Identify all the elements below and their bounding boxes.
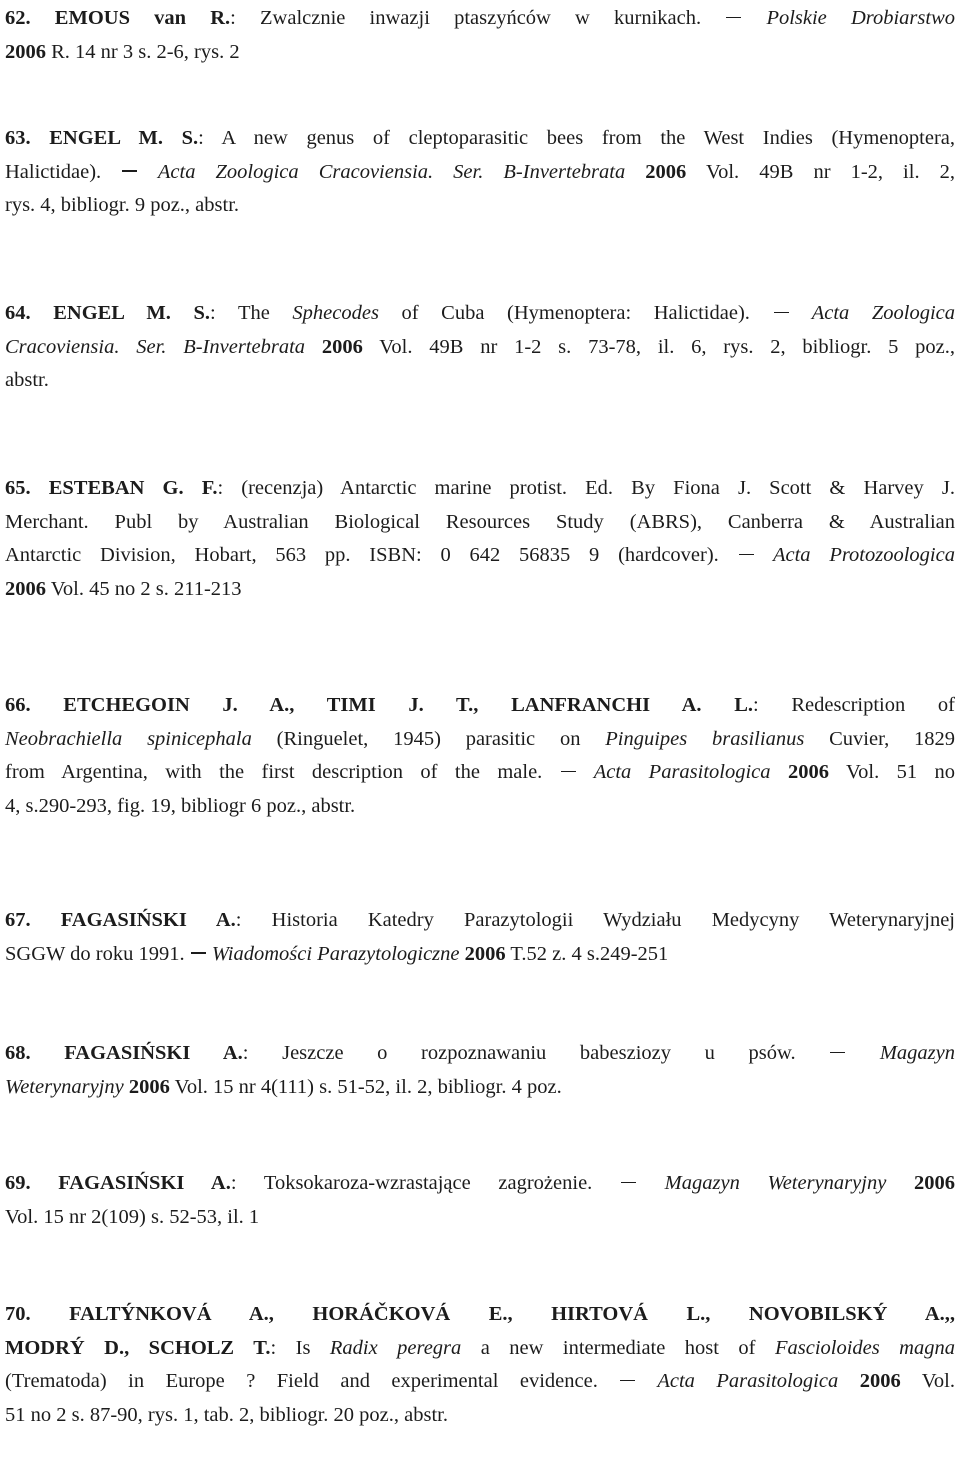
dash-separator: [726, 17, 741, 18]
entry-line: [5, 2, 955, 36]
bibliography-entry-64: [5, 297, 955, 398]
entry-line: [5, 122, 955, 156]
entry-line: [5, 723, 955, 757]
entry-italic-text: Radix peregra: [329, 1336, 462, 1359]
entry-bold-text: 63. ENGEL M. S.: [5, 127, 199, 149]
entry-text: (Trematoda) in Europe ? Field and experimental evidence.: [5, 1370, 620, 1393]
entry-line: [5, 1332, 955, 1366]
entry-line: [5, 539, 955, 573]
entry-text: from Argentina, with the first description of the male.: [5, 761, 560, 784]
entry-line: [5, 156, 955, 190]
entry-text: 51 no 2 s. 87-90, rys. 1, tab. 2, bibliogr. 20 poz., abstr.: [5, 1403, 449, 1426]
entry-text: : (recenzja) Antarctic marine protist. Ed. By Fiona J. Scott & Harvey J.: [217, 477, 955, 499]
entry-italic-text: Acta Protozoologica: [754, 544, 955, 567]
entry-italic-text: Acta Zoologica: [789, 302, 956, 324]
entry-text: Antarctic Division, Hobart, 563 pp. ISBN: 0 642 56835 9 (hardcover).: [5, 544, 738, 567]
entry-text: [771, 761, 788, 783]
entry-line: [5, 1037, 955, 1071]
entry-text: rys. 4, bibliogr. 9 poz., abstr.: [5, 194, 240, 217]
entry-italic-text: Magazyn Weterynaryjny: [636, 1172, 887, 1194]
entry-text: Halictidae).: [5, 160, 122, 183]
entry-bold-text: 2006: [645, 160, 687, 183]
entry-text: : Zwalcznie inwazji ptaszyńców w kurnikach.: [230, 7, 726, 29]
entry-text: [625, 161, 645, 183]
entry-bold-text: 2006: [5, 40, 46, 63]
entry-italic-text: Polskie Drobiarstwo: [742, 7, 955, 29]
entry-text: (Ringuelet, 1945) parasitic on: [251, 727, 606, 750]
entry-text: a new intermediate host of: [461, 1336, 775, 1359]
dash-separator: [830, 1052, 845, 1053]
entry-bold-text: 2006: [464, 942, 506, 965]
entry-bold-text: 62. EMOUS van R.: [5, 7, 231, 29]
entry-text: R. 14 nr 3 s. 2-6, rys. 2: [46, 40, 240, 63]
bibliography-entry-69: [5, 1167, 955, 1234]
entry-italic-text: Weterynaryjny: [5, 1075, 124, 1098]
bibliography-entry-67: [5, 904, 955, 971]
entry-line: [5, 331, 955, 365]
entry-text: SGGW do roku 1991.: [5, 942, 190, 965]
entry-bold-text: 2006: [321, 335, 363, 358]
entry-italic-text: Acta Zoologica Cracoviensia. Ser. B-Invertebrata: [138, 160, 626, 183]
entry-line: [5, 1399, 955, 1433]
entry-text: [305, 336, 322, 358]
entry-bold-text: 64. ENGEL M. S.: [5, 302, 211, 324]
entry-bold-text: 65. ESTEBAN G. F.: [5, 477, 218, 499]
entry-bold-text: 2006: [5, 577, 46, 600]
entry-italic-text: Wiadomości Parazytologiczne: [206, 942, 460, 965]
entry-text: : Jeszcze o rozpoznawaniu babesziozy u psów.: [242, 1042, 830, 1064]
entry-line: [5, 364, 955, 398]
entry-text: 4, s.290-293, fig. 19, bibliogr 6 poz., abstr.: [5, 794, 356, 817]
entry-text: Cuvier, 1829: [804, 727, 955, 750]
bibliography-entry-65: [5, 472, 955, 606]
entry-text: Vol. 45 no 2 s. 211-213: [46, 577, 242, 600]
entry-line: [5, 1071, 955, 1105]
entry-text: Vol. 15 nr 4(111) s. 51-52, il. 2, bibliogr. 4 poz.: [169, 1075, 562, 1098]
entry-text: [886, 1172, 914, 1194]
bibliography-entry-63: [5, 122, 955, 223]
entry-text: : The: [210, 302, 293, 324]
entry-italic-text: Magazyn: [846, 1042, 956, 1064]
entry-line: [5, 189, 955, 223]
entry-line: [5, 506, 955, 540]
entry-line: [5, 297, 955, 331]
entry-text: Vol. 15 nr 2(109) s. 52-53, il. 1: [5, 1205, 260, 1228]
entry-italic-text: Pinguipes brasilianus: [605, 727, 805, 750]
entry-line: [5, 756, 955, 790]
entry-italic-text: Fascioloides magna: [774, 1336, 955, 1359]
entry-bold-text: 2006: [787, 761, 829, 784]
dash-separator: [620, 1380, 635, 1381]
dash-separator: [621, 1182, 636, 1183]
entry-bold-text: MODRÝ D., SCHOLZ T.: [5, 1336, 271, 1359]
entry-text: : Toksokaroza-wzrastające zagrożenie.: [230, 1172, 620, 1194]
entry-bold-text: 67. FAGASIŃSKI A.: [5, 909, 236, 931]
entry-bold-text: 2006: [128, 1075, 170, 1098]
dash-separator: [774, 312, 789, 313]
bibliography-entry-68: [5, 1037, 955, 1104]
bibliography-entry-70: [5, 1298, 955, 1432]
entry-text: T.52 z. 4 s.249-251: [505, 942, 669, 965]
entry-line: [5, 1167, 955, 1201]
bibliography-entry-62: [5, 2, 955, 69]
entry-text: Vol. 51 no: [828, 761, 955, 784]
dash-separator: [122, 170, 137, 171]
entry-line: [5, 573, 955, 607]
entry-line: [5, 1365, 955, 1399]
entry-text: : A new genus of cleptoparasitic bees from the West Indies (Hymenoptera,: [198, 127, 956, 149]
entry-text: of Cuba (Hymenoptera: Halictidae).: [378, 302, 773, 324]
entry-text: Vol. 49B nr 1-2 s. 73-78, il. 6, rys. 2, bibliogr. 5 poz.,: [362, 335, 955, 358]
entry-line: [5, 36, 955, 70]
dash-separator: [191, 952, 206, 953]
entry-bold-text: 2006: [859, 1370, 901, 1393]
entry-line: [5, 1298, 955, 1332]
entry-text: Vol.: [900, 1370, 955, 1393]
entry-italic-text: Neobrachiella spinicephala: [5, 727, 252, 750]
entry-text: Merchant. Publ by Australian Biological Resources Study (ABRS), Canberra & Australian: [5, 510, 955, 533]
entry-line: [5, 472, 955, 506]
entry-text: Vol. 49B nr 1-2, il. 2,: [686, 160, 955, 183]
entry-bold-text: 68. FAGASIŃSKI A.: [5, 1042, 243, 1064]
entry-line: [5, 904, 955, 938]
bibliography-entry-66: [5, 689, 955, 823]
entry-italic-text: Acta Parasitologica: [576, 761, 771, 784]
entry-text: : Is: [270, 1336, 330, 1359]
entry-text: : Historia Katedry Parazytologii Wydziału Medycyny Weterynaryjnej: [235, 909, 955, 931]
entry-text: abstr.: [5, 369, 49, 392]
entry-bold-text: 70. FALTÝNKOVÁ A., HORÁČKOVÁ E., HIRTOVÁ L., NOVOBILSKÝ A.,,: [5, 1303, 955, 1325]
entry-bold-text: 66. ETCHEGOIN J. A., TIMI J. T., LANFRANCHI A. L.: [5, 694, 753, 716]
entry-bold-text: 2006: [913, 1172, 955, 1194]
entry-line: [5, 938, 955, 972]
entry-line: [5, 689, 955, 723]
entry-line: [5, 790, 955, 824]
entry-line: [5, 1201, 955, 1235]
entry-italic-text: Sphecodes: [292, 302, 379, 324]
dash-separator: [739, 554, 754, 555]
entry-text: : Redescription of: [753, 694, 955, 716]
dash-separator: [561, 771, 576, 772]
entry-italic-text: Acta Parasitologica: [636, 1370, 839, 1393]
entry-bold-text: 69. FAGASIŃSKI A.: [5, 1172, 231, 1194]
entry-text: [838, 1370, 859, 1392]
entry-italic-text: Cracoviensia. Ser. B-Invertebrata: [5, 335, 306, 358]
